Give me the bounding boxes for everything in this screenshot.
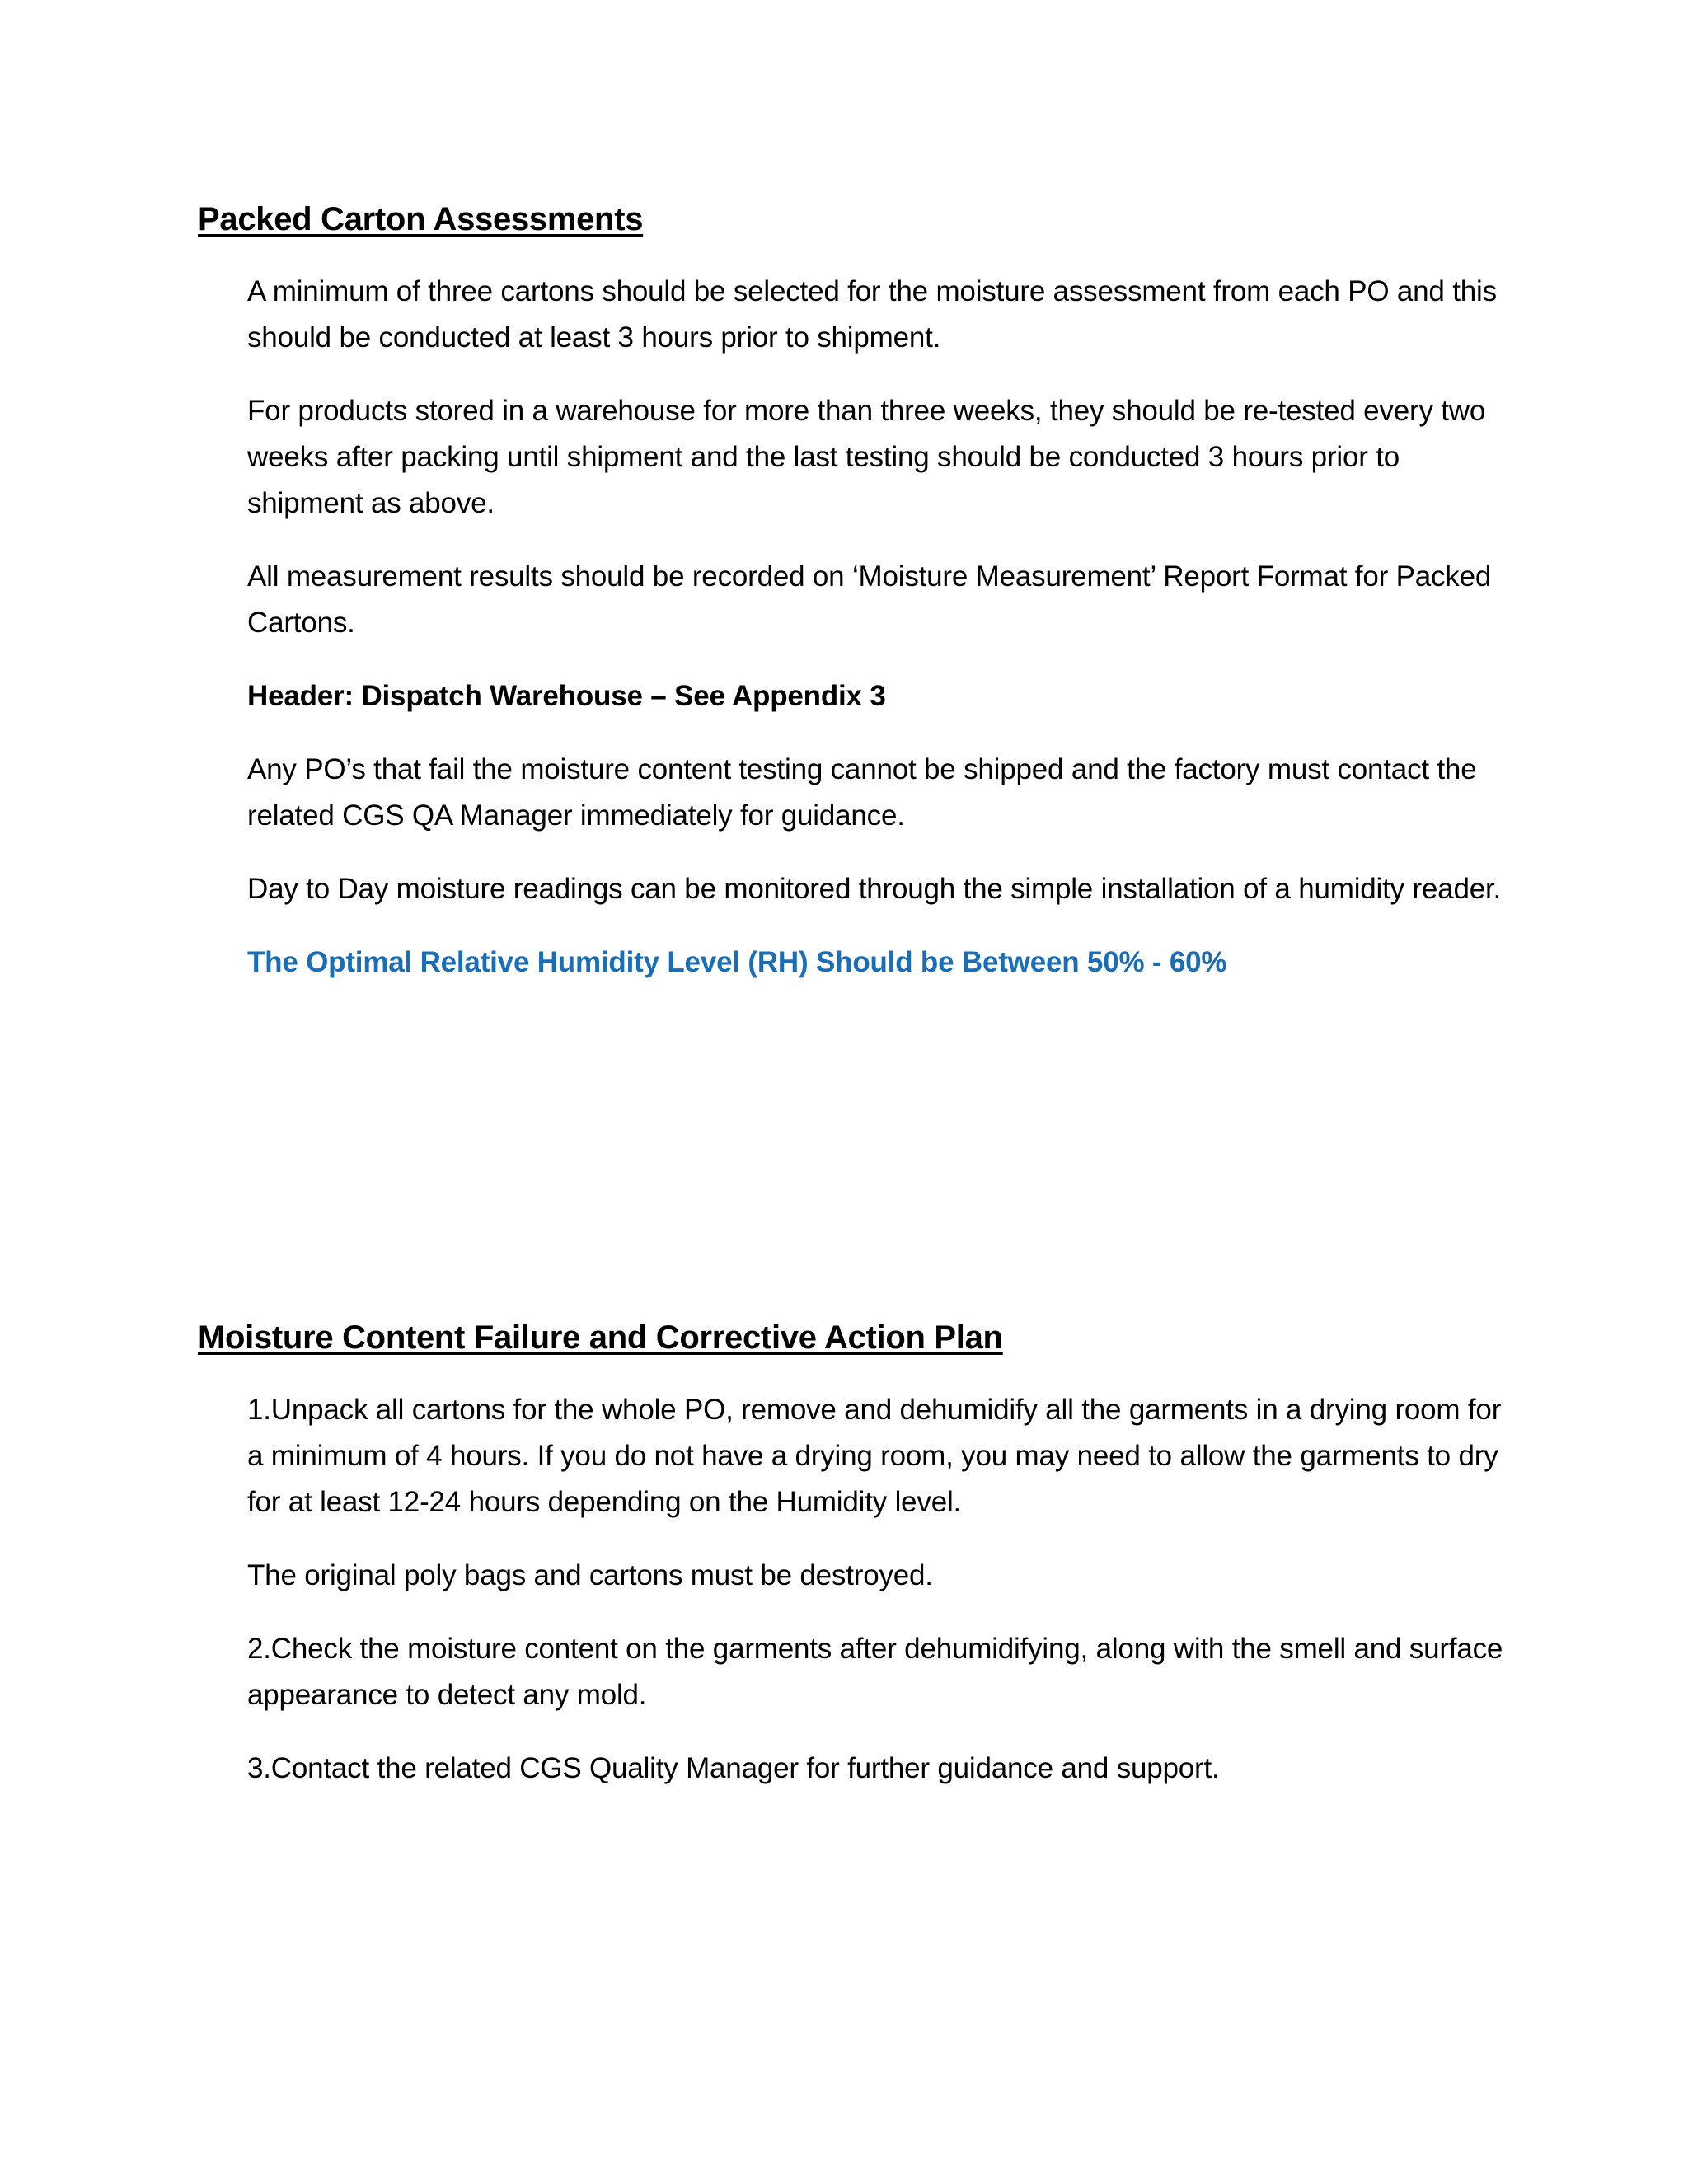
packed-carton-section xyxy=(198,198,1517,1013)
step-1-unpack: 1.Unpack all cartons for the whole PO, remove and dehumidify all the garments in a drying room for a minimum of 4 hours. If you do not have a drying room, you may need to allow the garments to dry for at least 12-24 hours depending on the Humidity level. xyxy=(247,1394,1502,1518)
packed-carton-body xyxy=(247,269,1517,986)
paragraph-header-dispatch: Header: Dispatch Warehouse – See Appendix 3 xyxy=(247,680,886,712)
step-3-contact-manager: 3.Contact the related CGS Quality Manager for further guidance and support. xyxy=(247,1752,1220,1784)
step-2-check-moisture: 2.Check the moisture content on the garments after dehumidifying, along with the smell and surface appearance to detect any mold. xyxy=(247,1633,1503,1711)
paragraph-warehouse-retest: For products stored in a warehouse for more than three weeks, they should be re-tested every two weeks after packing until shipment and the last testing should be conducted 3 hours prior to shipment as above. xyxy=(247,395,1486,519)
paragraph-humidity-reader: Day to Day moisture readings can be monitored through the simple installation of a humidity reader. xyxy=(247,873,1502,905)
optimal-humidity-note: The Optimal Relative Humidity Level (RH) Should be Between 50% - 60% xyxy=(247,946,1227,978)
paragraph-record-results: All measurement results should be recorded on ‘Moisture Measurement’ Report Format for Packed Cartons. xyxy=(247,560,1492,639)
paragraph-minimum-cartons: A minimum of three cartons should be selected for the moisture assessment from each PO and this should be conducted at least 3 hours prior to shipment. xyxy=(247,275,1497,354)
corrective-action-heading: Moisture Content Failure and Corrective Action Plan xyxy=(198,1319,1003,1356)
packed-carton-heading: Packed Carton Assessments xyxy=(198,201,644,237)
corrective-action-body xyxy=(247,1387,1517,1792)
paragraph-fail-shipping: Any PO’s that fail the moisture content testing cannot be shipped and the factory must contact the related CGS QA Manager immediately for guidance. xyxy=(247,753,1477,832)
paragraph-destroy-packaging: The original poly bags and cartons must be destroyed. xyxy=(247,1559,933,1591)
corrective-action-section xyxy=(198,1316,1517,1819)
